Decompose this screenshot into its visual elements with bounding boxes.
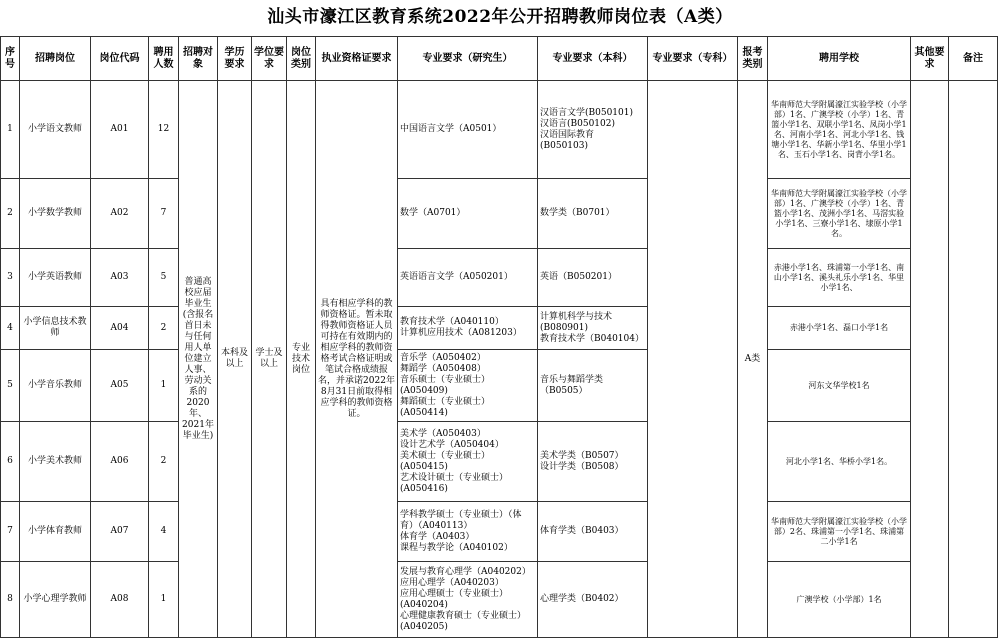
bach-line: (B080901)	[540, 322, 588, 333]
row-code: A08	[91, 562, 149, 638]
col-header-no: 序号	[1, 37, 20, 81]
exam-cell: A类	[738, 81, 768, 638]
row-code: A02	[91, 179, 149, 249]
grad-line: (A040204)	[400, 599, 448, 610]
grad-line: 音乐硕士（专业硕士）	[400, 374, 491, 385]
bach-line: 教育技术学（B040104）	[540, 333, 644, 344]
table-row	[1, 179, 998, 249]
row-no: 2	[1, 179, 20, 249]
col-header-school: 聘用学校	[768, 37, 911, 81]
col-header-grad: 专业要求（研究生）	[398, 37, 538, 81]
bach-line: 音乐与舞蹈学类（B0505）	[540, 374, 604, 396]
recruitment-table	[0, 36, 998, 638]
row-bach	[538, 502, 648, 562]
col-header-note: 备注	[949, 37, 998, 81]
grad-line: 教育技术学（A040110）	[400, 317, 504, 327]
row-post: 小学语文教师	[20, 81, 91, 179]
row-count: 1	[149, 562, 179, 638]
bach-line: 英语（B050201）	[540, 272, 617, 282]
grad-line: 心理健康教育硕士（专业硕士）	[400, 610, 527, 621]
bach-line: (B050103)	[540, 140, 588, 151]
row-school: 华南师范大学附属濠江实验学校（小学部）1名、广澳学校（小学）1名、青篮小学1名、双联小学1名、凤岗小学1名、河南小学1名、河北小学1名、钱塘小学1名、华新小学1名、华里小学1名、玉石小学1名、岗背小学1名。	[768, 81, 911, 179]
row-code: A05	[91, 350, 149, 422]
row-grad	[398, 81, 538, 179]
bach-line: 心理学类（B0402）	[540, 594, 624, 604]
junior-cell	[648, 81, 738, 638]
grad-line: 发展与教育心理学（A040202）	[400, 566, 531, 577]
header-row	[1, 37, 998, 81]
grad-line: 课程与教学论（A040102）	[400, 542, 513, 553]
other-cell	[911, 81, 949, 638]
row-school: 赤港小学1名、磊口小学1名	[768, 307, 911, 350]
grad-line: 学科教学硕士（专业硕士）（体育）（A040113）	[400, 509, 522, 531]
row-grad	[398, 307, 538, 350]
row-grad	[398, 502, 538, 562]
row-grad	[398, 249, 538, 307]
row-school: 河东文华学校1名	[768, 350, 911, 422]
row-post: 小学心理学教师	[20, 562, 91, 638]
target-cell: 普通高校应届毕业生(含报名首日未与任何用人单位建立人事、劳动关系的2020年、2021年毕业生)	[179, 81, 218, 638]
type-cell: 专业技术岗位	[287, 81, 316, 638]
col-header-degree: 学位要求	[252, 37, 287, 81]
degree-cell: 学士及以上	[252, 81, 287, 638]
row-code: A06	[91, 422, 149, 502]
row-bach	[538, 249, 648, 307]
row-post: 小学信息技术教师	[20, 307, 91, 350]
row-code: A07	[91, 502, 149, 562]
row-no: 8	[1, 562, 20, 638]
table-row	[1, 249, 998, 307]
grad-line: (A050416)	[400, 483, 448, 494]
bach-line: 设计学类（B0508）	[540, 461, 624, 472]
table-row	[1, 307, 998, 350]
col-header-post: 招聘岗位	[20, 37, 91, 81]
row-count: 1	[149, 350, 179, 422]
bach-line: 体育学类（B0403）	[540, 526, 624, 536]
bach-line: 汉语言文学(B050101)	[540, 107, 633, 118]
row-no: 6	[1, 422, 20, 502]
grad-line: 音乐学（A050402）	[400, 352, 486, 363]
row-bach	[538, 179, 648, 249]
col-header-junior: 专业要求（专科）	[648, 37, 738, 81]
row-post: 小学数学教师	[20, 179, 91, 249]
row-count: 7	[149, 179, 179, 249]
row-bach	[538, 307, 648, 350]
grad-line: 舞蹈学（A050408）	[400, 363, 486, 374]
row-code: A03	[91, 249, 149, 307]
table-row	[1, 502, 998, 562]
bach-line: 美术学类（B0507）	[540, 450, 624, 461]
grad-line: 英语语言文学（A050201）	[400, 272, 513, 282]
col-header-code: 岗位代码	[91, 37, 149, 81]
grad-line: (A050415)	[400, 461, 448, 472]
grad-line: 计算机应用技术（A081203）	[400, 328, 522, 338]
table-row	[1, 350, 998, 422]
row-no: 5	[1, 350, 20, 422]
row-grad	[398, 350, 538, 422]
grad-line: (A040205)	[400, 621, 448, 632]
col-header-bach: 专业要求（本科）	[538, 37, 648, 81]
grad-line: (A050409)	[400, 385, 448, 396]
grad-line: 美术硕士（专业硕士）	[400, 450, 491, 461]
row-grad	[398, 422, 538, 502]
grad-line: 体育学（A0403）	[400, 531, 475, 542]
cert-cell: 具有相应学科的教师资格证。暂未取得教师资格证人员可持在有效期内的相应学科的教师资格考试合格证明或笔试合格成绩报名，并承诺2022年8月31日前取得相应学科的教师资格证。	[316, 81, 398, 638]
col-header-type: 岗位类别	[287, 37, 316, 81]
row-no: 1	[1, 81, 20, 179]
table-row	[1, 422, 998, 502]
grad-line: (A050414)	[400, 407, 448, 418]
row-school: 华南师范大学附属濠江实验学校（小学部）1名、广澳学校（小学）1名、青篮小学1名、茂洲小学1名、马滘实验小学1名、三寮小学1名、埭原小学1名。	[768, 179, 911, 249]
row-school: 河北小学1名、华桥小学1名。	[768, 422, 911, 502]
row-post: 小学体育教师	[20, 502, 91, 562]
edu-cell: 本科及以上	[218, 81, 252, 638]
row-count: 12	[149, 81, 179, 179]
row-count: 5	[149, 249, 179, 307]
grad-line: 设计艺术学（A050404）	[400, 439, 504, 450]
grad-line: 中国语言文学（A0501）	[400, 124, 502, 134]
row-bach	[538, 422, 648, 502]
page-title: 汕头市濠江区教育系统2022年公开招聘教师岗位表（A类）	[267, 7, 733, 27]
row-no: 3	[1, 249, 20, 307]
col-header-count: 聘用人数	[149, 37, 179, 81]
row-school: 赤港小学1名、珠浦第一小学1名、南山小学1名、溪头礼乐小学1名、华里小学1名、	[768, 249, 911, 307]
row-count: 2	[149, 422, 179, 502]
col-header-exam: 报考类别	[738, 37, 768, 81]
bach-line: 汉语国际教育	[540, 129, 595, 140]
row-no: 7	[1, 502, 20, 562]
grad-line: 应用心理学（A040203）	[400, 577, 504, 588]
col-header-edu: 学历要求	[218, 37, 252, 81]
row-bach	[538, 350, 648, 422]
bach-line: 汉语言(B050102)	[540, 118, 615, 129]
row-bach	[538, 81, 648, 179]
row-school: 华南师范大学附属濠江实验学校（小学部）2名、珠浦第一小学1名、珠浦第二小学1名	[768, 502, 911, 562]
row-post: 小学英语教师	[20, 249, 91, 307]
grad-line: 艺术设计硕士（专业硕士）	[400, 472, 509, 483]
col-header-cert: 执业资格证要求	[316, 37, 398, 81]
table-row	[1, 562, 998, 638]
row-count: 2	[149, 307, 179, 350]
row-grad	[398, 179, 538, 249]
table-row	[1, 81, 998, 179]
grad-line: 应用心理硕士（专业硕士）	[400, 588, 509, 599]
bach-line: 计算机科学与技术	[540, 311, 613, 322]
row-post: 小学美术教师	[20, 422, 91, 502]
row-grad	[398, 562, 538, 638]
row-bach	[538, 562, 648, 638]
col-header-other: 其他要求	[911, 37, 949, 81]
bach-line: 数学类（B0701）	[540, 208, 615, 218]
row-code: A01	[91, 81, 149, 179]
row-school: 广澳学校（小学部）1名	[768, 562, 911, 638]
row-post: 小学音乐教师	[20, 350, 91, 422]
col-header-target: 招聘对象	[179, 37, 218, 81]
row-count: 4	[149, 502, 179, 562]
row-no: 4	[1, 307, 20, 350]
row-code: A04	[91, 307, 149, 350]
grad-line: 美术学（A050403）	[400, 428, 486, 439]
grad-line: 舞蹈硕士（专业硕士）	[400, 396, 491, 407]
note-cell	[949, 81, 998, 638]
grad-line: 数学（A0701）	[400, 208, 466, 218]
